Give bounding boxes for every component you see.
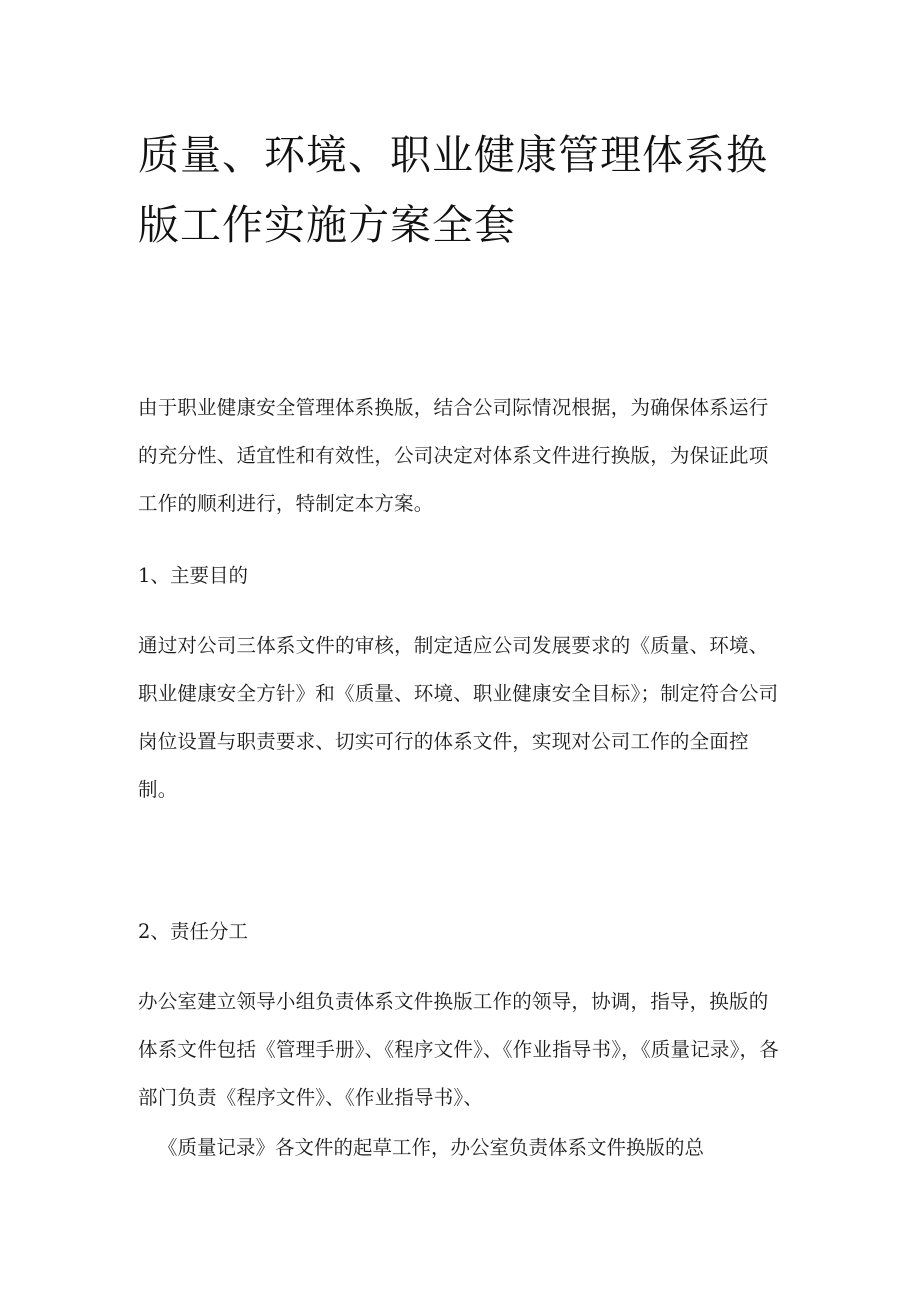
section-number-1: 1 xyxy=(138,564,151,587)
document-title: 质量、环境、职业健康管理体系换版工作实施方案全套 xyxy=(138,131,768,249)
section-separator-2: 、 xyxy=(150,920,170,943)
section-title-2: 责任分工 xyxy=(169,920,248,943)
section-body-2: 办公室建立领导小组负责体系文件换版工作的领导，协调，指导，换版的体系文件包括《管理手册》、《程序文件》、《作业指导书》，《质量记录》，各部门负责《程序文件》、《作业指导书》、 xyxy=(138,990,779,1109)
section-body-1: 通过对公司三体系文件的审核，制定适应公司发展要求的《质量、环境、职业健康安全方针》和《质量、环境、职业健康安全目标》；制定符合公司岗位设置与职责要求、切实可行的体系文件，实现对公司工作的全面控制。 xyxy=(138,634,779,801)
section-heading-2 xyxy=(138,917,248,947)
section-heading-1 xyxy=(138,561,248,591)
section-separator-1: 、 xyxy=(150,564,170,587)
section-body-2-continuation: 《质量记录》各文件的起草工作，办公室负责体系文件换版的总 xyxy=(158,1136,705,1159)
intro-paragraph: 由于职业健康安全管理体系换版，结合公司际情况根据，为确保体系运行的充分性、适宜性和有效性，公司决定对体系文件进行换版，为保证此项工作的顺利进行，特制定本方案。 xyxy=(138,396,769,515)
section-number-2: 2 xyxy=(138,920,151,943)
section-title-1: 主要目的 xyxy=(169,564,248,587)
